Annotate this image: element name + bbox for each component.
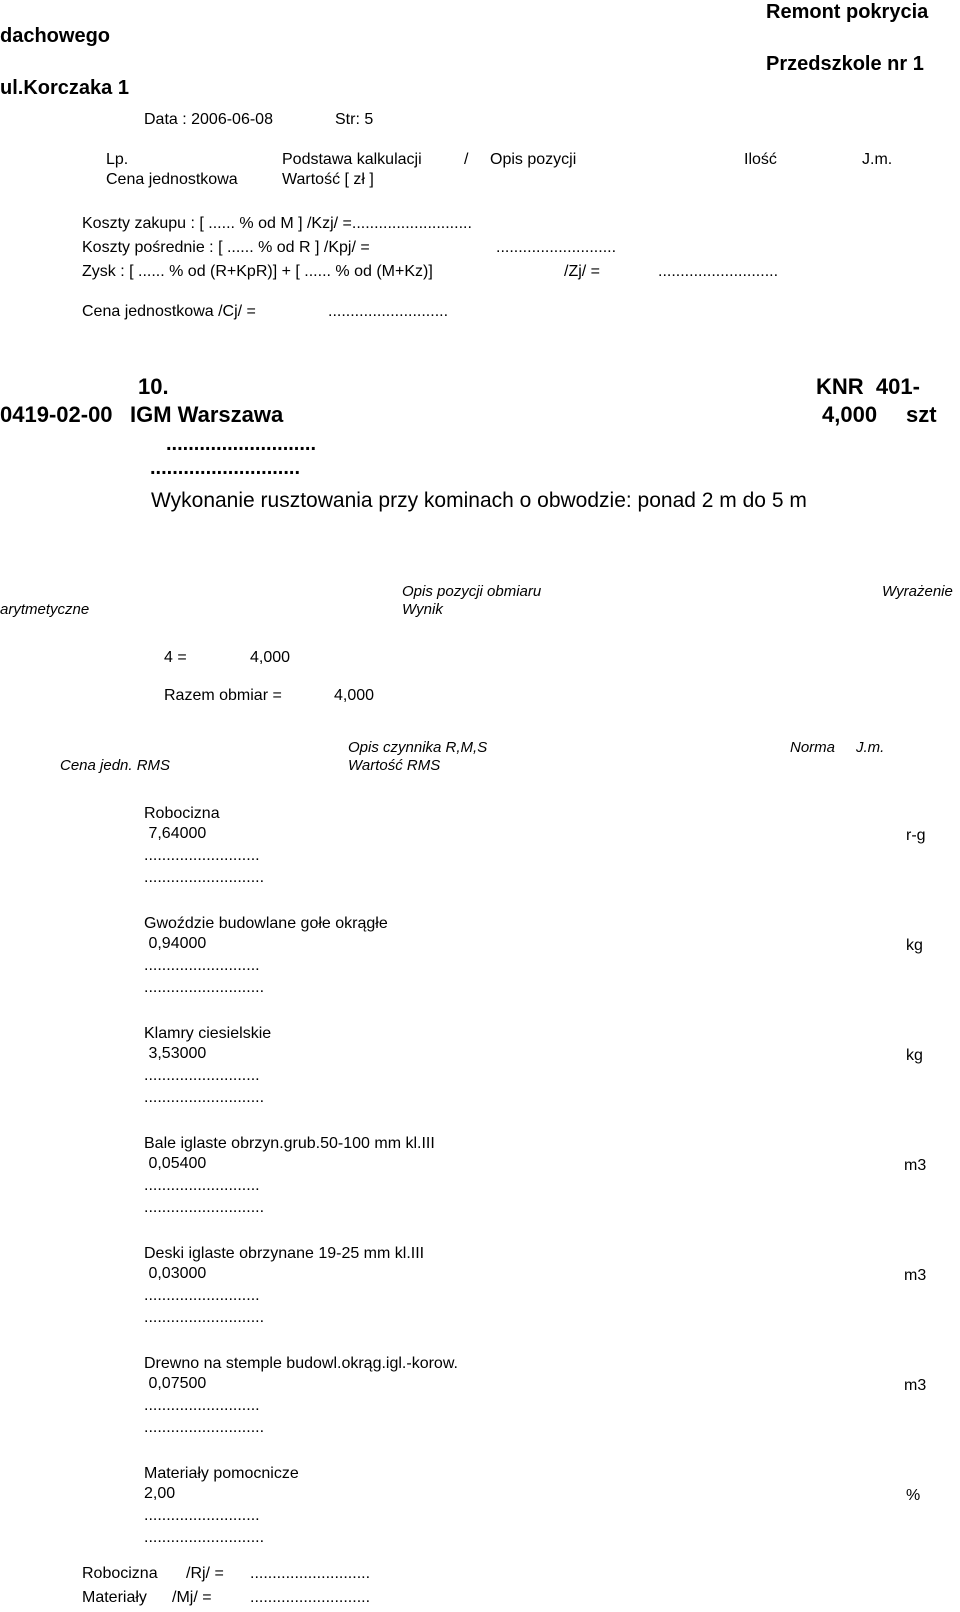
rms-item-name: Drewno na stemple budowl.okrąg.igl.-korow.: [144, 1355, 458, 1372]
cost-profit-label: Zysk : [ ...... % od (R+KpR)] + [ ...... % od (M+Kz)]: [82, 263, 433, 280]
address: ul.Korczaka 1: [0, 77, 129, 99]
measurement-total-value: 4,000: [334, 687, 375, 704]
position-number: 10.: [138, 374, 169, 399]
summary-labor-dots: ...........................: [250, 1565, 371, 1582]
cost-indirect-label: Koszty pośrednie : [ ...... % od R ] /Kpj/ =: [82, 239, 370, 256]
measurement-col-expression-1: Wyrażenie: [882, 583, 953, 600]
cost-profit-dots: ...........................: [658, 263, 779, 280]
title-line1-right: Remont pokrycia: [766, 1, 929, 23]
summary-materials-code: /Mj/ =: [172, 1589, 212, 1606]
cost-indirect-dots: ...........................: [496, 239, 617, 256]
col-slash: /: [464, 151, 469, 168]
rms-item-name: Materiały pomocnicze: [144, 1465, 299, 1482]
rms-item-unit: %: [906, 1487, 921, 1504]
col-basis: Podstawa kalkulacji: [282, 151, 422, 168]
rms-item-dots-1: ..........................: [144, 1507, 260, 1524]
col-quantity: Ilość: [744, 151, 777, 168]
rms-item-unit: m3: [904, 1267, 927, 1284]
position-dots-1: ...........................: [166, 433, 317, 455]
rms-col-value: Wartość RMS: [348, 757, 441, 774]
rms-item-name: Bale iglaste obrzyn.grub.50-100 mm kl.III: [144, 1135, 435, 1152]
rms-item-dots-2: ...........................: [144, 1309, 265, 1326]
measurement-total-label: Razem obmiar =: [164, 687, 282, 704]
rms-item: [0, 1466, 960, 1562]
col-value: Wartość [ zł ]: [282, 171, 374, 188]
rms-col-norm: Norma: [790, 739, 836, 756]
rms-item-dots-2: ...........................: [144, 1419, 265, 1436]
rms-item-dots-1: ..........................: [144, 847, 260, 864]
rms-item-norm: 7,64000: [144, 825, 207, 842]
rms-item-norm: 3,53000: [144, 1045, 207, 1062]
rms-item-name: Gwoździe budowlane gołe okrągłe: [144, 915, 388, 932]
rms-item-name: Deski iglaste obrzynane 19-25 mm kl.III: [144, 1245, 425, 1262]
rms-item-dots-2: ...........................: [144, 979, 265, 996]
rms-item-unit: m3: [904, 1157, 927, 1174]
unit-price-dots: ...........................: [328, 303, 449, 320]
page-label: Str: 5: [335, 111, 374, 128]
rms-item: [0, 1246, 960, 1342]
col-description: Opis pozycji: [490, 151, 577, 168]
col-lp: Lp.: [106, 151, 129, 168]
rms-item-dots-2: ...........................: [144, 869, 265, 886]
rms-item-dots-2: ...........................: [144, 1529, 265, 1546]
measurement-row-expression: 4 =: [164, 649, 187, 666]
position-knr-part1: KNR 401-: [816, 374, 920, 399]
rms-item-unit: m3: [904, 1377, 927, 1394]
rms-item-dots-1: ..........................: [144, 1397, 260, 1414]
position-dots-2: ...........................: [150, 457, 301, 479]
measurement-row-result: 4,000: [250, 649, 291, 666]
rms-item: [0, 1026, 960, 1122]
rms-item-unit: kg: [906, 937, 923, 954]
rms-item-norm: 0,07500: [144, 1375, 207, 1392]
rms-col-unit-price: Cena jedn. RMS: [60, 757, 171, 774]
summary-materials-label: Materiały: [82, 1589, 147, 1606]
summary-labor-label: Robocizna: [82, 1565, 158, 1582]
cost-profit-code: /Zj/ =: [564, 263, 601, 280]
col-unit: J.m.: [862, 151, 893, 168]
rms-item-norm: 0,94000: [144, 935, 207, 952]
summary-materials-dots: ...........................: [250, 1589, 371, 1606]
rms-item-dots-1: ..........................: [144, 1177, 260, 1194]
rms-item-name: Klamry ciesielskie: [144, 1025, 272, 1042]
title-line2-right: Przedszkole nr 1: [766, 53, 924, 75]
col-unit-price: Cena jednostkowa: [106, 171, 238, 188]
position-description: Wykonanie rusztowania przy kominach o obwodzie: ponad 2 m do 5 m: [151, 489, 807, 512]
title-line1-left: dachowego: [0, 25, 111, 47]
rms-col-factor: Opis czynnika R,M,S: [348, 739, 488, 756]
rms-item: [0, 1136, 960, 1232]
cost-purchase: Koszty zakupu : [ ...... % od M ] /Kzj/ =...........................: [82, 215, 472, 232]
rms-item: [0, 1356, 960, 1452]
rms-item-dots-2: ...........................: [144, 1199, 265, 1216]
rms-item-norm: 0,03000: [144, 1265, 207, 1282]
measurement-col-expression-2: arytmetyczne: [0, 601, 90, 618]
position-quantity: 4,000: [822, 402, 878, 427]
summary-labor-code: /Rj/ =: [186, 1565, 224, 1582]
position-unit: szt: [906, 402, 937, 427]
rms-item: [0, 806, 960, 902]
rms-item: [0, 916, 960, 1012]
rms-item-dots-1: ..........................: [144, 957, 260, 974]
rms-item-dots-1: ..........................: [144, 1067, 260, 1084]
measurement-col-result: Wynik: [402, 601, 443, 618]
rms-item-norm: 0,05400: [144, 1155, 207, 1172]
date-label: Data : 2006-06-08: [144, 111, 273, 128]
rms-item-dots-2: ...........................: [144, 1089, 265, 1106]
rms-item-norm: 2,00: [144, 1485, 176, 1502]
rms-item-unit: kg: [906, 1047, 923, 1064]
unit-price-label: Cena jednostkowa /Cj/ =: [82, 303, 256, 320]
position-knr-part2: 0419-02-00: [0, 402, 113, 427]
rms-item-name: Robocizna: [144, 805, 220, 822]
rms-item-dots-1: ..........................: [144, 1287, 260, 1304]
position-source: IGM Warszawa: [130, 402, 284, 427]
rms-col-unit: J.m.: [856, 739, 885, 756]
rms-item-unit: r-g: [906, 827, 926, 844]
measurement-col-description: Opis pozycji obmiaru: [402, 583, 542, 600]
